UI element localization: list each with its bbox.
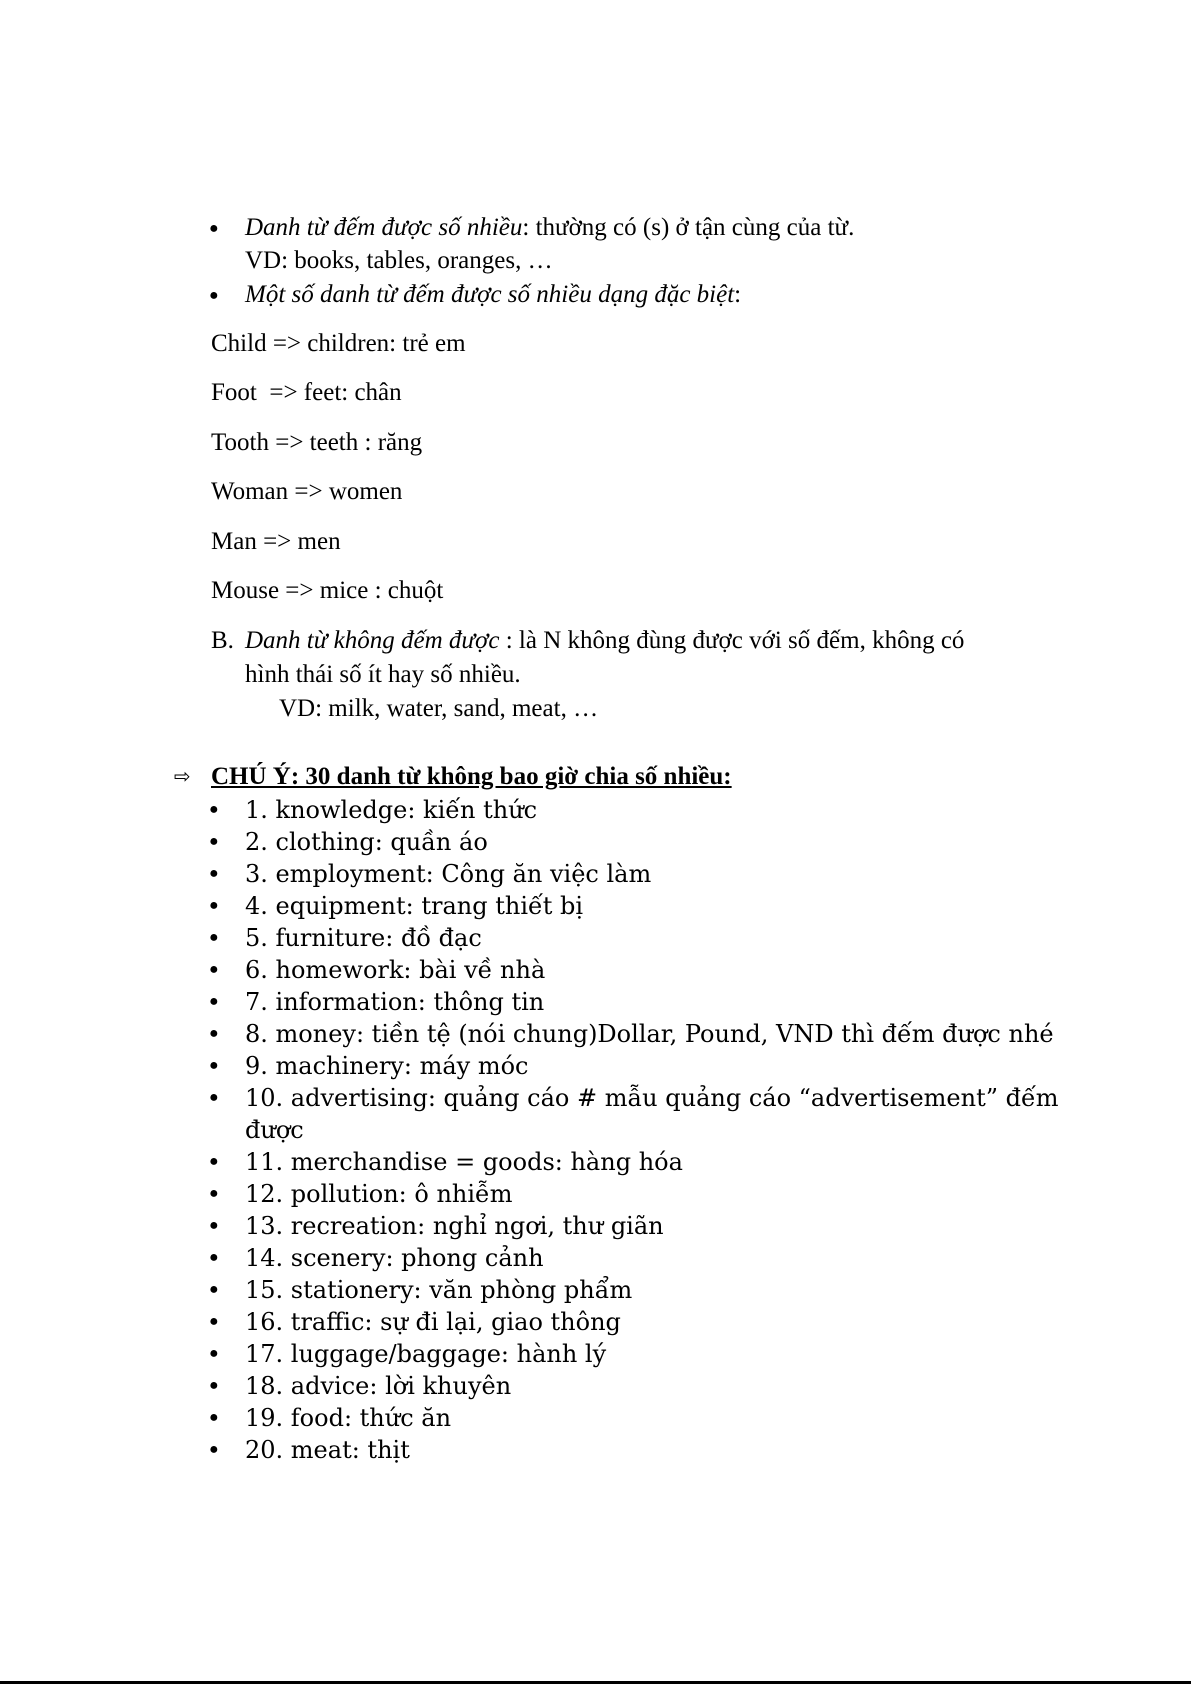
note-heading: CHÚ Ý: 30 danh từ không bao giờ chia số nhiều: [211, 763, 732, 790]
list-item: 4. equipment: trang thiết bị [245, 892, 584, 920]
list-item: 1. knowledge: kiến thức [245, 796, 538, 824]
plural-countable-desc: : thường có (s) ở tận cùng của từ. [522, 214, 855, 241]
irregular-plural-heading: Một số danh từ đếm được số nhiều dạng đặc biệt: [245, 281, 742, 308]
bullet-dot: ● [209, 961, 219, 978]
list-item: 18. advice: lời khuyên [245, 1372, 512, 1400]
list-item: 14. scenery: phong cảnh [245, 1244, 544, 1272]
uncountable-desc: : là N không đùng được với số đếm, không có [499, 627, 965, 654]
irregular-plural-item: Tooth => teeth : răng [211, 429, 423, 456]
bullet-dot: ● [209, 1409, 219, 1426]
uncountable-term: Danh từ không đếm được [245, 627, 500, 654]
bullet-dot: ● [209, 1345, 219, 1362]
list-item: 13. recreation: nghỉ ngơi, thư giãn [245, 1212, 664, 1240]
list-item: 6. homework: bài về nhà [245, 956, 546, 984]
list-item: 7. information: thông tin [245, 988, 545, 1016]
list-item: 8. money: tiền tệ (nói chung)Dollar, Pound, VND thì đếm được nhé [245, 1020, 1054, 1048]
list-item: 15. stationery: văn phòng phẩm [245, 1276, 633, 1304]
irregular-plural-item: Foot => feet: chân [211, 379, 402, 406]
bullet-dot: ● [209, 1089, 219, 1106]
bullet-dot: ● [209, 833, 219, 850]
arrow-icon: ⇨ [174, 764, 191, 788]
list-item: 12. pollution: ô nhiễm [245, 1180, 513, 1208]
list-item: 11. merchandise = goods: hàng hóa [245, 1148, 683, 1176]
list-item: 3. employment: Công ăn việc làm [245, 860, 652, 888]
bullet-dot: ● [209, 897, 219, 914]
list-item: 17. luggage/baggage: hành lý [245, 1340, 607, 1368]
list-item: 16. traffic: sự đi lại, giao thông [245, 1308, 621, 1336]
bullet-dot: ● [209, 1377, 219, 1394]
list-item: 2. clothing: quần áo [245, 828, 488, 856]
page-divider [0, 1681, 1191, 1684]
bullet-dot: ● [209, 1217, 219, 1234]
irregular-plural-item: Mouse => mice : chuột [211, 577, 444, 604]
bullet-dot: ● [209, 1249, 219, 1266]
plural-countable-line [245, 213, 854, 243]
bullet-dot: ● [209, 865, 219, 882]
bullet-dot: ● [209, 1441, 219, 1458]
bullet-dot: ● [209, 220, 219, 237]
irregular-plural-term: Một số danh từ đếm được số nhiều dạng đặc biệt [245, 281, 735, 308]
plural-countable-term: Danh từ đếm được số nhiều [245, 214, 523, 241]
irregular-plural-item: Child => children: trẻ em [211, 330, 466, 357]
section-b-label: B. [211, 627, 234, 654]
section-b-example: VD: milk, water, sand, meat, … [279, 695, 599, 722]
bullet-dot: ● [209, 929, 219, 946]
bullet-dot: ● [209, 1025, 219, 1042]
bullet-dot: ● [209, 1281, 219, 1298]
bullet-dot: ● [209, 1313, 219, 1330]
section-b-line2: hình thái số ít hay số nhiều. [245, 661, 521, 688]
bullet-dot: ● [209, 287, 219, 304]
list-item: 9. machinery: máy móc [245, 1052, 529, 1080]
irregular-plural-item: Man => men [211, 528, 341, 555]
bullet-dot: ● [209, 1153, 219, 1170]
irregular-plural-item: Woman => women [211, 478, 403, 505]
bullet-dot: ● [209, 1057, 219, 1074]
bullet-dot: ● [209, 801, 219, 818]
bullet-dot: ● [209, 1185, 219, 1202]
list-item: 5. furniture: đồ đạc [245, 924, 482, 952]
bullet-dot: ● [209, 993, 219, 1010]
list-item: 20. meat: thịt [245, 1436, 410, 1464]
plural-countable-example: VD: books, tables, oranges, … [245, 247, 553, 274]
list-item-continuation: được [245, 1116, 304, 1144]
list-item: 10. advertising: quảng cáo # mẫu quảng cáo “advertisement” đếm [245, 1084, 1059, 1112]
section-b-line [245, 626, 964, 656]
list-item: 19. food: thức ăn [245, 1404, 452, 1432]
